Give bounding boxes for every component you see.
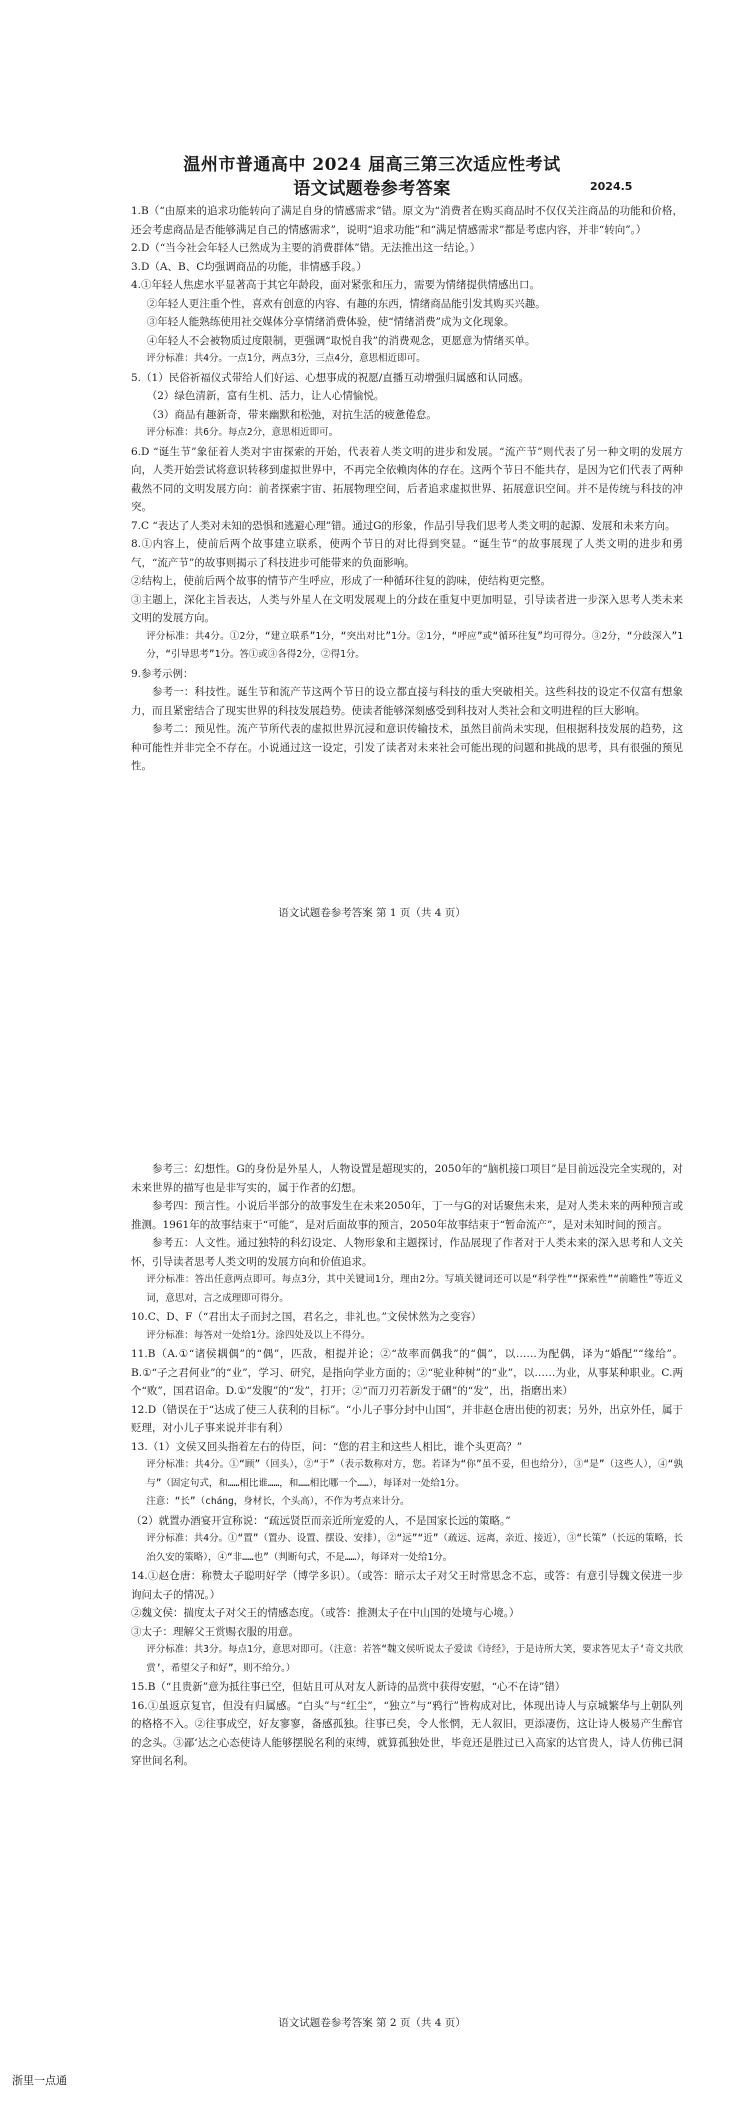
scoring-note: 评分标准：每答对一处给1分。涂四处及以上不得分。	[146, 1329, 371, 1341]
scoring-note: 评分标准：共4分。①“置”（置办、设置、摆设、安排），②“远”“近”（疏远、远离，亲近、接近），③“长策”（长远的策略，长治久安的策略），④“非……也”（判断句式，不是……），每译对一处给1分。	[146, 1533, 683, 1563]
answer-page-1	[0, 0, 744, 960]
answer-line: （2）绿色清新，富有生机、活力，让人心情愉悦。	[146, 390, 385, 402]
answer-line: 2.D（“当今社会年轻人已然成为主要的消费群体”错。无法推出这一结论。）	[131, 242, 481, 254]
scoring-note: 评分标准：共4分。一点1分，两点3分，三点4分，意思相近即可。	[146, 353, 426, 364]
answer-line: ③主题上，深化主旨表达，人类与外星人在文明发展观上的分歧在重复中更加明显，引导读者进一步深入思考人类未来文明的发展方向。	[131, 593, 683, 624]
answer-line: 9.参考示例：	[131, 667, 194, 680]
exam-title: 温州市普通高中 2024 届高三第三次适应性考试	[183, 155, 561, 175]
answer-page-2	[0, 1160, 744, 2050]
exam-date: 2024.5	[590, 180, 633, 193]
document-title: 语文试题卷参考答案	[293, 179, 451, 199]
answer-line: 10.C、D、F（“君出太子而封之国，君名之，非礼也。”文侯怵然为之变容）	[131, 1311, 482, 1323]
scoring-note: 评分标准：共4分。①“顾”（回头），②“于”（表示数称对方，您。若译为“你”虽不妥，但也给分），③“是”（这些人），④“孰与”（固定句式，和……相比谁……，和……相比哪一个……），每译对一处给1分。	[146, 1459, 683, 1489]
answer-line: ②年轻人更注重个性，喜欢有创意的内容、有趣的东西，情绪商品能引发其购买兴趣。	[146, 297, 546, 310]
scoring-note: 评分标准：共3分。每点1分，意思对即可。（注意：若答“魏文侯听说太子爱读《诗经》，于是诗所大笑，要求答见太子‘奇文共欣赏’，希望父子和好”，则不给分。）	[146, 1644, 683, 1674]
page-1-footer: 语文试题卷参考答案 第 1 页（共 4 页）	[278, 907, 466, 919]
page-2-answers	[131, 1160, 683, 1771]
scoring-note: 评分标准：共4分。①2分，“建立联系”1分，“突出对比”1分。②1分，“呼应”或“循环往复”均可得分。③2分，“分歧深入”1分，“引导思考”1分。答①或③各得2分，②得1分。	[146, 630, 683, 660]
answer-line: 参考二：预见性。流产节所代表的虚拟世界沉浸和意识传输技术，虽然目前尚未实现，但根据科技发展的趋势，这种可能性并非完全不存在。小说通过这一设定，引发了读者对未来社会可能出现的问题和挑战的思考，具有很强的预见性。	[131, 723, 683, 772]
answer-line: 16.①虽返京复官，但没有归属感。“白头”与“红尘”，“独立”与“鸦行”皆构成对比，体现出诗人与京城繁华与上朝队列的格格不入。②往事成空，好友寥寥，备感孤独。往事已矣，令人怅惘，无人叙旧，更添凄伤，这让诗人极易产生醉官的念头。③鄙‘达之心态使诗人能够摆脱名利的束缚，就算孤独处世，毕竟还是胜过已入高家的达官贵人，诗人仿佛已洞穿世间名利。	[131, 1699, 683, 1767]
answer-line: 4.①年轻人焦虑水平显著高于其它年龄段，面对紧张和压力，需要为情绪提供情感出口。	[131, 279, 541, 291]
answer-line: 3.D（A、B、C均强调商品的功能，非情感手段。）	[131, 260, 368, 273]
answer-line: ②魏文侯：揣度太子对父王的情感态度。（或答：推测太子在中山国的处境与心境。）	[131, 1607, 520, 1619]
scoring-note: 注意：“长”（cháng，身材长，个头高），不作为考点来计分。	[146, 1496, 410, 1507]
answer-line: 参考一：科技性。诞生节和流产节这两个节日的设立都直接与科技的重大突破相关。这些科技的设定不仅富有想象力，而且紧密结合了现实世界的科技发展趋势。使读者能够深刻感受到科技对人类社会和文明进程的巨大影响。	[131, 686, 683, 717]
answer-line: 参考四：预言性。小说后半部分的故事发生在未来2050年，丁一与G的对话聚焦未来，是对人类未来的两种预言或推测。1961年的故事结束于“可能”，是对后面故事的预言，2050年故事结束于“暂命流产”，是对未知时间的预言。	[131, 1200, 683, 1231]
answer-line: 8.①内容上，使前后两个故事建立联系，使两个节日的对比得到突显。“诞生节”的故事展现了人类文明的进步和勇气，“流产节”的故事则揭示了科技进步可能带来的负面影响。	[131, 538, 683, 569]
answer-line: 13.（1）文侯又回头指着左右的侍臣，问：“您的君主和这些人相比，谁个头更高？”	[131, 1440, 523, 1453]
answer-line: 5.（1）民俗祈福仪式带给人们好运、心想事成的祝愿/直播互动增强归属感和认同感。	[131, 371, 530, 384]
answer-line: 参考五：人文性。通过独特的科幻设定、人物形象和主题探讨，作品展现了作者对于人类未来的深入思考和人文关怀，引导读者思考人类文明的发展方向和价值追求。	[131, 1237, 683, 1268]
answer-line: 1.B（“由原来的追求功能转向了满足自身的情感需求”错。原文为“消费者在购买商品时不仅仅关注商品的功能和价格，还会考虑商品是否能够满足自己的情感需求”，说明“追求功能”和“满足情感需求”都是考虑内容，并非“转向”。）	[131, 205, 683, 236]
scoring-note: 评分标准：共6分。每点2分，意思相近即可。	[146, 427, 339, 438]
answer-line: ④年轻人不会被物质过度限制，更强调“取悦自我”的消费观念，更愿意为情绪买单。	[146, 334, 536, 347]
answer-line: 12.D（错误在于“达成了使三人获利的目标”。“小儿子事分封中山国”，并非赵仓唐出使的初衷；另外，出京外任，属于贬理，对小儿子事来说并非有利）	[131, 1403, 683, 1434]
answer-line: 6.D “诞生节”象征着人类对宇宙探索的开始，代表着人类文明的进步和发展。“流产节”则代表了另一种文明的发展方向，人类开始尝试将意识转移到虚拟世界中，不再完全依赖肉体的存在。这两个节日不能共存，是因为它们代表了两种截然不同的文明发展方向：前者探索宇宙、拓展物理空间，后者追求虚拟世界、拓展意识空间。并不是传统与科技的冲突。	[131, 445, 683, 513]
answer-line: （3）商品有趣新奇，带来幽默和松弛，对抗生活的疲惫倦怠。	[146, 408, 437, 421]
answer-line: ③太子：理解父王赏赐衣服的用意。	[131, 1625, 299, 1638]
answer-line: 15.B（“且贵新”意为抵往事已空，但姑且可从对友人新诗的品赏中获得安慰，“心不在诗”错）	[131, 1681, 566, 1693]
answer-line: 11.B（A.①“诸侯耦偶”的“偶”，匹敌，相提并论；②“故率而偶我”的“偶”，以……为配偶，译为“婚配”“缘给”。B.①“子之君何业”的“业”，学习、研究，是指向学业方面的；②“驼业种树”的“业”，以……为业，从事某种职业。C.两个“败”，国君诏命。D.①“发腹”的“发”，打开；②“而刀刃若新发于硎”的“发”，出，指磨出来）	[131, 1348, 683, 1397]
scoring-note: 评分标准：答出任意两点即可。每点3分，其中关键词1分，理由2分。写填关键词还可以是“科学性”“探索性”“前瞻性”等近义词，意思对，言之成理即可得分。	[146, 1274, 683, 1304]
source-watermark: 浙里一点通	[12, 2074, 67, 2087]
answer-line: 参考三：幻想性。G的身份是外星人，人物设置是超现实的，2050年的“脑机接口项目”是目前远没完全实现的，对未来世界的描写也是非写实的，属于作者的幻想。	[131, 1163, 683, 1194]
page-2-footer: 语文试题卷参考答案 第 2 页（共 4 页）	[278, 2017, 466, 2029]
page-1-answers	[131, 202, 683, 776]
answer-line: 7.C “表达了人类对未知的恐惧和逃避心理”错。通过G的形象，作品引导我们思考人类文明的起源、发展和未来方向。	[131, 519, 676, 532]
answer-line: ③年轻人能熟练使用社交媒体分享情绪消费体验，使“情绪消费”成为文化现象。	[146, 316, 515, 328]
answer-line: ②结构上，使前后两个故事的情节产生呼应，形成了一种循环往复的韵味，使结构更完整。	[131, 575, 551, 587]
answer-line: 14.①赵仓唐：称赞太子聪明好学（博学多识）。（或答：暗示太子对父王时常思念不忘，或答：有意引导魏文侯进一步询问太子的情况。）	[131, 1570, 683, 1601]
answer-line: （2）就置办酒宴开宣称说：“疏远贤臣而亲近所宠爱的人，不是国家长远的策略。”	[131, 1514, 511, 1527]
